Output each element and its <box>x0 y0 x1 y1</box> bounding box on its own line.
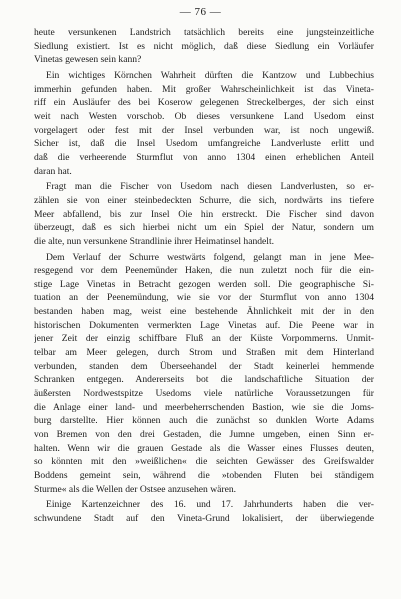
text-line: Sicher ist, daß die Insel Usedom umfangreiche Landverluste erlitt und <box>34 138 374 150</box>
text-line: daran hat. <box>34 165 72 177</box>
text-line: historischen Dokumenten vermerkten Lage Vinetas auf. Die Peene war in <box>34 319 374 331</box>
text-line: burg darstellte. Hier können auch die zunächst so dunklen Worte Adams <box>34 415 374 427</box>
text-line: tuation an der Peenemündung, wie sie vor der Sturmflut von anno 1304 <box>34 292 374 304</box>
text-line: von Bremen von den drei Gestaden, die Jumne umgeben, einen Sinn er- <box>34 429 374 441</box>
text-line: so könnten mit den »weißlichen« die seichten Gewässer des Greifswalder <box>34 456 374 468</box>
text-line: Schranken entgegen. Andererseits bot die landschaftliche Situation der <box>34 374 374 386</box>
text-line: die Anlage einer land- und meerbeherrschenden Bastion, wie sie die Joms- <box>34 401 374 413</box>
text-line: stige Lage Vinetas in Betracht gezogen werden soll. Die geographische Si- <box>34 278 374 290</box>
text-line: Ein wichtiges Körnchen Wahrheit dürften die Kantzow und Lubbechius <box>46 69 374 81</box>
text-line: resgegend vor dem Peenemünder Haken, die nun zuletzt noch für die ein- <box>34 265 374 277</box>
text-line: bestanden haben mag, weist eine bestehende Ähnlichkeit mit der in den <box>34 306 374 318</box>
text-line: Vinetas gewesen sein kann? <box>34 54 142 66</box>
text-line: Boddens gemeint sein, während die »tobenden Fluten bei ständigem <box>34 470 374 481</box>
text-line: Dem Verlauf der Schurre westwärts folgend, gelangt man in jene Mee- <box>46 251 374 263</box>
body-text <box>34 26 374 526</box>
text-line: daß die verheerende Sturmflut von anno 1304 einen erheblichen Anteil <box>34 151 374 163</box>
text-line: Meer abfallend, bis zur Insel Oie hin erstreckt. Die Fischer sind davon <box>34 208 374 220</box>
text-line: Einige Kartenzeichner des 16. und 17. Jahrhunderts haben die ver- <box>46 499 374 511</box>
text-line: zählen sie von einer steinbedeckten Schurre, die sich, nordwärts ins tiefere <box>34 194 374 206</box>
page-number: — 76 — <box>179 6 222 18</box>
text-line: heute versunkenen Landstrich tatsächlich bereits eine jungsteinzeitliche <box>34 27 374 38</box>
text-line: riff ein Ausläufer des bei Koserow gelegenen Streckelberges, der sich einst <box>34 97 374 109</box>
text-line: schwundene Stadt auf den Vineta-Grund lokalisiert, der überwiegende <box>34 512 374 524</box>
text-line: vorgelagert oder fest mit der Insel verbunden war, ist noch ungewiß. <box>34 124 374 136</box>
text-line: weit nach Westen vorschob. Ob dieses versunkene Land Usedom einst <box>34 110 374 122</box>
text-line: immerhin gefunden haben. Mit großer Wahrscheinlichkeit ist das Vineta- <box>34 83 374 95</box>
text-line: überzeugt, daß es sich hierbei nicht um ein Spiel der Natur, sondern um <box>34 222 374 234</box>
text-line: Siedlung existiert. Ist es nicht möglich, daß diese Siedlung ein Vorläufer <box>34 40 374 52</box>
text-line: telbar am Meer gelegen, durch Strom und Straßen mit dem Hinterland <box>34 347 374 359</box>
text-line: jener Zeit der einzig schiffbare Fluß an der Küste Vorpommerns. Unmit- <box>34 333 374 345</box>
text-line: verbunden, standen dem Überseehandel der Stadt keinerlei hemmende <box>34 360 374 372</box>
text-line: die alte, nun versunkene Strandlinie ihrer Heimatinsel handelt. <box>34 235 275 247</box>
text-line: Fragt man die Fischer von Usedom nach diesen Landverlusten, so er- <box>46 181 374 193</box>
text-line: halten. Wenn wir die grauen Gestade als die Wasser eines Flusses deuten, <box>34 442 374 454</box>
text-line: äußersten Nordwestspitze Usedoms viele natürliche Voraussetzungen für <box>34 388 374 400</box>
text-line: Sturme« als die Wellen der Ostsee anzusehen wären. <box>34 483 237 495</box>
